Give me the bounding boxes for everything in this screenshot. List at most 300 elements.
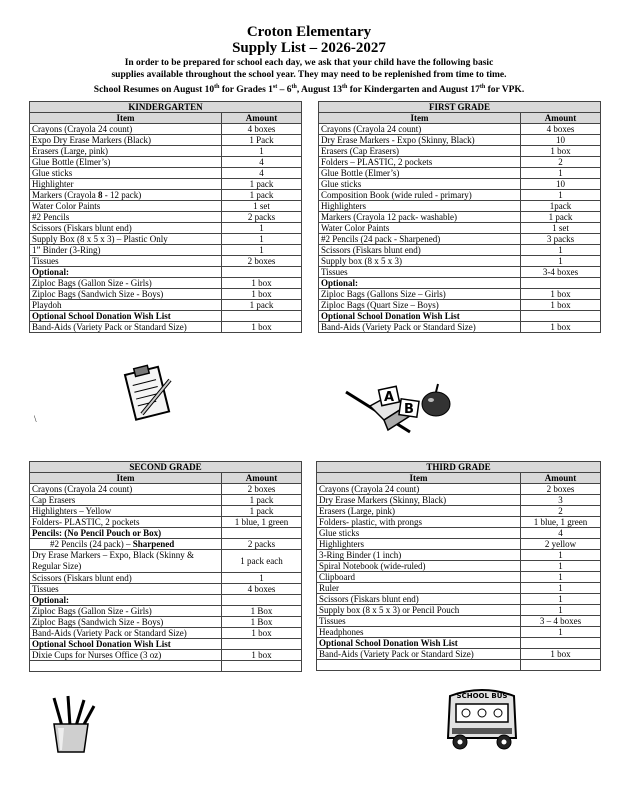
table-row (30, 617, 302, 628)
item-cell (317, 638, 521, 649)
amount-cell: 1 (222, 223, 302, 234)
table-row (319, 322, 601, 333)
amount-cell: 1 Box (222, 617, 302, 628)
item-cell (319, 146, 521, 157)
table-row (317, 484, 601, 495)
amount-cell (222, 528, 302, 539)
item-text: Ruler (319, 583, 339, 593)
column-header-amount: Amount (521, 473, 601, 484)
table-row (30, 245, 302, 256)
table-row (317, 605, 601, 616)
table-row (319, 135, 601, 146)
item-text: Markers (Crayola (32, 190, 98, 200)
item-cell (317, 605, 521, 616)
item-text: Pencils: (No Pencil Pouch or Box) (32, 528, 162, 538)
item-cell (319, 168, 521, 179)
item-cell (30, 584, 222, 595)
item-text: Water Color Paints (32, 201, 101, 211)
table-row (319, 190, 601, 201)
item-cell (319, 267, 521, 278)
item-emphasis: 8 (97, 190, 103, 200)
item-text: #2 Pencils (24 pack) – (50, 539, 133, 549)
item-cell (319, 124, 521, 135)
amount-cell: 1 (521, 190, 601, 201)
item-cell (317, 649, 521, 660)
item-cell (319, 223, 521, 234)
amount-cell: 1 blue, 1 green (521, 517, 601, 528)
item-text: Scissors (Fiskars blunt end) (32, 573, 132, 583)
table-row (30, 157, 302, 168)
amount-cell: 1 pack (222, 506, 302, 517)
stray-mark: \ (34, 414, 37, 424)
table-row (317, 583, 601, 594)
item-text: Glue Bottle (Elmer’s) (32, 157, 111, 167)
item-cell (30, 528, 222, 539)
table-row (319, 168, 601, 179)
item-text: Water Color Paints (321, 223, 390, 233)
column-header-item: Item (319, 113, 521, 124)
item-text: Optional School Donation Wish List (32, 639, 171, 649)
column-header-row (30, 113, 302, 124)
table-row (30, 311, 302, 322)
item-text: Glue sticks (32, 168, 73, 178)
table-row (30, 322, 302, 333)
item-cell (30, 606, 222, 617)
amount-cell: 1 (521, 168, 601, 179)
amount-cell: 4 boxes (222, 124, 302, 135)
item-cell (30, 234, 222, 245)
amount-cell: 4 boxes (521, 124, 601, 135)
column-header-amount: Amount (222, 113, 302, 124)
table-row (319, 267, 601, 278)
amount-cell: 3 – 4 boxes (521, 616, 601, 627)
table-row (30, 517, 302, 528)
intro-line-1: In order to be prepared for school each day, we ask that your child have the following basic (124, 58, 494, 68)
amount-cell: 1 (521, 572, 601, 583)
table-row (319, 289, 601, 300)
amount-cell: 1 (222, 234, 302, 245)
table-row (30, 212, 302, 223)
item-cell (30, 212, 222, 223)
table-row (30, 124, 302, 135)
table-row (30, 168, 302, 179)
amount-cell: 1 box (222, 322, 302, 333)
amount-cell: 1 box (222, 278, 302, 289)
item-text: Folders- plastic, with prongs (319, 517, 422, 527)
item-text: Composition Book (wide ruled - primary) (321, 190, 472, 200)
item-text: Optional: (32, 595, 70, 605)
amount-cell: 1 (222, 245, 302, 256)
item-emphasis: Sharpened (132, 539, 175, 549)
item-cell (317, 484, 521, 495)
amount-cell: 1 pack (222, 495, 302, 506)
amount-cell: 1 pack (222, 300, 302, 311)
item-text: Tissues (321, 267, 348, 277)
amount-cell: 4 boxes (222, 584, 302, 595)
table-row (317, 506, 601, 517)
table-row (317, 550, 601, 561)
amount-cell: 1 box (521, 300, 601, 311)
item-cell (30, 190, 222, 201)
table-row (317, 638, 601, 649)
amount-cell: 10 (521, 179, 601, 190)
item-text: Ziploc Bags (Gallon Size - Girls) (32, 606, 152, 616)
table-row (317, 616, 601, 627)
item-text: Band-Aids (Variety Pack or Standard Size) (321, 322, 476, 332)
item-text: Crayons (Crayola 24 count) (32, 124, 133, 134)
school-resume-dates: School Resumes on August 10th for Grades 1st – 6th, August 13th for Kindergarten and August 17th for VPK. (93, 84, 525, 96)
amount-cell: 1 pack (521, 212, 601, 223)
amount-cell (521, 311, 601, 322)
item-cell (319, 289, 521, 300)
amount-cell: 1 pack (222, 190, 302, 201)
item-cell (30, 245, 222, 256)
table-row (317, 561, 601, 572)
amount-cell: 1 box (521, 322, 601, 333)
kindergarten-table (29, 101, 302, 333)
second-grade-table (29, 461, 302, 672)
amount-cell: 1 (521, 561, 601, 572)
item-text: Crayons (Crayola 24 count) (32, 484, 133, 494)
item-text: Highlighters (319, 539, 364, 549)
grade-title: FIRST GRADE (319, 102, 601, 113)
amount-cell: 1 (521, 583, 601, 594)
item-cell (317, 539, 521, 550)
column-header-item: Item (30, 473, 222, 484)
item-cell (30, 650, 222, 661)
pencil-cup-icon (44, 692, 100, 756)
clipboard-icon (118, 362, 178, 424)
grade-header (317, 462, 601, 473)
item-cell (319, 311, 521, 322)
blank-row (30, 661, 302, 672)
block-letter-a: A (384, 390, 395, 405)
item-text: Ziploc Bags (Quart Size – Boys) (321, 300, 439, 310)
item-text: Spiral Notebook (wide-ruled) (319, 561, 426, 571)
item-text: Dry Erase Markers – Expo, Black (Skinny & Regular Size) (32, 550, 194, 571)
item-text: Erasers (Cap Erasers) (321, 146, 399, 156)
table-row (319, 157, 601, 168)
table-row (30, 278, 302, 289)
item-cell (30, 201, 222, 212)
item-cell (30, 146, 222, 157)
item-cell (30, 550, 222, 573)
item-text: Tissues (319, 616, 346, 626)
item-cell (317, 572, 521, 583)
column-header-item: Item (30, 113, 222, 124)
table-row (30, 628, 302, 639)
amount-cell: 1 box (521, 649, 601, 660)
column-header-row (317, 473, 601, 484)
item-text: Supply box (8 x 5 x 3) or Pencil Pouch (319, 605, 460, 615)
table-row (319, 124, 601, 135)
item-cell (30, 506, 222, 517)
table-row (30, 539, 302, 550)
table-row (30, 267, 302, 278)
item-text: Highlighters (321, 201, 366, 211)
item-text: Ziploc Bags (Sandwich Size - Boys) (32, 289, 164, 299)
amount-cell (521, 638, 601, 649)
item-text: Dry Erase Markers - Expo (Skinny, Black) (321, 135, 475, 145)
item-cell (30, 300, 222, 311)
item-text: Highlighters – Yellow (32, 506, 112, 516)
item-text: Crayons (Crayola 24 count) (321, 124, 422, 134)
item-cell (30, 168, 222, 179)
item-text: Optional: (321, 278, 359, 288)
item-text: Playdoh (32, 300, 62, 310)
blank-item-cell (317, 660, 521, 671)
item-cell (317, 517, 521, 528)
amount-cell: 1 blue, 1 green (222, 517, 302, 528)
table-row (30, 190, 302, 201)
first-grade-table (318, 101, 601, 333)
amount-cell: 1 (521, 256, 601, 267)
table-row (30, 573, 302, 584)
block-letter-b: B (404, 402, 414, 417)
item-cell (319, 278, 521, 289)
column-header-amount: Amount (521, 113, 601, 124)
item-text: Optional: (32, 267, 70, 277)
amount-cell: 4 (222, 157, 302, 168)
item-text: Band-Aids (Variety Pack or Standard Size) (32, 628, 187, 638)
item-text: 3-Ring Binder (1 inch) (319, 550, 402, 560)
item-cell (30, 278, 222, 289)
item-cell (317, 528, 521, 539)
table-row (30, 234, 302, 245)
amount-cell: 1 box (521, 289, 601, 300)
item-cell (30, 517, 222, 528)
item-cell (30, 311, 222, 322)
table-row (317, 649, 601, 660)
intro-line-2: supplies available throughout the school year. They may need to be replenished from time to time. (111, 70, 507, 80)
item-cell (30, 628, 222, 639)
amount-cell: 1 (521, 605, 601, 616)
table-row (30, 223, 302, 234)
grade-title: KINDERGARTEN (30, 102, 302, 113)
item-cell (30, 495, 222, 506)
item-text: Glue sticks (321, 179, 362, 189)
amount-cell: 1 box (222, 628, 302, 639)
item-cell (317, 583, 521, 594)
amount-cell: 1 pack (222, 179, 302, 190)
item-cell (30, 617, 222, 628)
page-title: Supply List – 2026-2027 (232, 40, 386, 56)
item-text: Optional School Donation Wish List (319, 638, 458, 648)
column-header-item: Item (317, 473, 521, 484)
table-row (317, 572, 601, 583)
column-header-row (30, 473, 302, 484)
item-cell (319, 245, 521, 256)
table-row (30, 300, 302, 311)
item-text: Glue Bottle (Elmer’s) (321, 168, 400, 178)
amount-cell: 1 (521, 550, 601, 561)
table-row (30, 584, 302, 595)
item-cell (30, 289, 222, 300)
item-cell (317, 594, 521, 605)
amount-cell: 4 (222, 168, 302, 179)
item-text: Band-Aids (Variety Pack or Standard Size) (319, 649, 474, 659)
table-row (30, 201, 302, 212)
blank-row (317, 660, 601, 671)
item-cell (317, 616, 521, 627)
item-cell (30, 539, 222, 550)
item-cell (319, 212, 521, 223)
table-row (30, 595, 302, 606)
table-row (317, 539, 601, 550)
table-row (30, 484, 302, 495)
amount-cell: 10 (521, 135, 601, 146)
item-text: Scissors (Fiskars blunt end) (319, 594, 419, 604)
item-text: Optional School Donation Wish List (32, 311, 171, 321)
item-cell (319, 256, 521, 267)
item-cell (319, 322, 521, 333)
item-text: Expo Dry Erase Markers (Black) (32, 135, 151, 145)
table-row (319, 300, 601, 311)
item-text: Folders- PLASTIC, 2 pockets (32, 517, 140, 527)
grade-header (30, 462, 302, 473)
item-cell (319, 234, 521, 245)
item-cell (317, 506, 521, 517)
amount-cell: 1 Pack (222, 135, 302, 146)
item-cell (30, 267, 222, 278)
blank-item-cell (30, 661, 222, 672)
item-text: Ziploc Bags (Gallon Size - Girls) (32, 278, 152, 288)
table-row (319, 245, 601, 256)
table-row (30, 289, 302, 300)
amount-cell: 1 Box (222, 606, 302, 617)
table-row (317, 594, 601, 605)
item-text: Cap Erasers (32, 495, 76, 505)
table-row (319, 179, 601, 190)
table-row (319, 212, 601, 223)
item-text: Supply box (8 x 5 x 3) (321, 256, 402, 266)
amount-cell: 3 (521, 495, 601, 506)
amount-cell: 1 box (521, 146, 601, 157)
amount-cell (222, 595, 302, 606)
amount-cell (222, 267, 302, 278)
amount-cell: 2 boxes (222, 256, 302, 267)
amount-cell: 1pack (521, 201, 601, 212)
grade-header (319, 102, 601, 113)
amount-cell: 1 (521, 627, 601, 638)
amount-cell: 1 pack each (222, 550, 302, 573)
third-grade-table (316, 461, 601, 671)
table-row (319, 223, 601, 234)
table-row (317, 495, 601, 506)
amount-cell: 4 (521, 528, 601, 539)
table-row (319, 278, 601, 289)
item-cell (317, 550, 521, 561)
amount-cell: 2 (521, 506, 601, 517)
table-row (319, 311, 601, 322)
amount-cell: 2 boxes (222, 484, 302, 495)
item-text: Erasers (Large, pink) (319, 506, 396, 516)
grade-title: SECOND GRADE (30, 462, 302, 473)
item-cell (319, 300, 521, 311)
table-row (317, 517, 601, 528)
item-text: Folders – PLASTIC, 2 pockets (321, 157, 433, 167)
table-row (317, 528, 601, 539)
blank-amount-cell (222, 661, 302, 672)
table-row (30, 639, 302, 650)
item-text: Ziploc Bags (Sandwich Size - Boys) (32, 617, 164, 627)
item-text: Scissors (Fiskars blunt end) (32, 223, 132, 233)
item-text: Scissors (Fiskars blunt end) (321, 245, 421, 255)
item-text-after: - 12 pack) (102, 190, 142, 200)
amount-cell: 1 set (521, 223, 601, 234)
amount-cell: 1 box (222, 289, 302, 300)
amount-cell: 1 (521, 594, 601, 605)
table-row (30, 495, 302, 506)
school-name: Croton Elementary (246, 24, 372, 40)
item-cell (30, 639, 222, 650)
item-cell (30, 573, 222, 584)
column-header-row (319, 113, 601, 124)
item-text: Dixie Cups for Nurses Office (3 oz) (32, 650, 162, 660)
table-row (30, 650, 302, 661)
grade-title: THIRD GRADE (317, 462, 601, 473)
item-cell (317, 495, 521, 506)
item-cell (30, 179, 222, 190)
item-text: Crayons (Crayola 24 count) (319, 484, 420, 494)
item-cell (319, 135, 521, 146)
item-cell (319, 179, 521, 190)
item-cell (30, 157, 222, 168)
item-text: Glue sticks (319, 528, 360, 538)
amount-cell: 1 set (222, 201, 302, 212)
item-cell (30, 223, 222, 234)
amount-cell: 1 (222, 146, 302, 157)
item-text: Band-Aids (Variety Pack or Standard Size) (32, 322, 187, 332)
item-text: Tissues (32, 256, 59, 266)
item-cell (30, 595, 222, 606)
amount-cell: 2 packs (222, 539, 302, 550)
item-text: 1” Binder (3-Ring) (32, 245, 101, 255)
item-text: #2 Pencils (32, 212, 70, 222)
item-cell (30, 135, 222, 146)
item-cell (317, 561, 521, 572)
amount-cell: 2 boxes (521, 484, 601, 495)
table-row (30, 146, 302, 157)
item-cell (319, 190, 521, 201)
table-row (30, 550, 302, 573)
item-text: Supply Box (8 x 5 x 3) – Plastic Only (32, 234, 168, 244)
item-text: #2 Pencils (24 pack - Sharpened) (321, 234, 441, 244)
item-cell (319, 201, 521, 212)
blank-amount-cell (521, 660, 601, 671)
amount-cell (521, 278, 601, 289)
table-row (30, 179, 302, 190)
item-text: Highlighter (32, 179, 74, 189)
amount-cell: 2 (521, 157, 601, 168)
table-row (319, 256, 601, 267)
table-row (30, 256, 302, 267)
amount-cell: 2 packs (222, 212, 302, 223)
table-row (30, 606, 302, 617)
item-cell (30, 322, 222, 333)
abc-blocks-apple-icon (340, 372, 460, 436)
bus-sign: SCHOOL BUS (456, 692, 508, 700)
item-cell (30, 256, 222, 267)
item-text: Markers (Crayola 12 pack- washable) (321, 212, 457, 222)
item-cell (319, 157, 521, 168)
column-header-amount: Amount (222, 473, 302, 484)
item-cell (30, 124, 222, 135)
table-row (317, 627, 601, 638)
amount-cell: 1 box (222, 650, 302, 661)
table-row (30, 135, 302, 146)
school-bus-icon (440, 682, 524, 756)
